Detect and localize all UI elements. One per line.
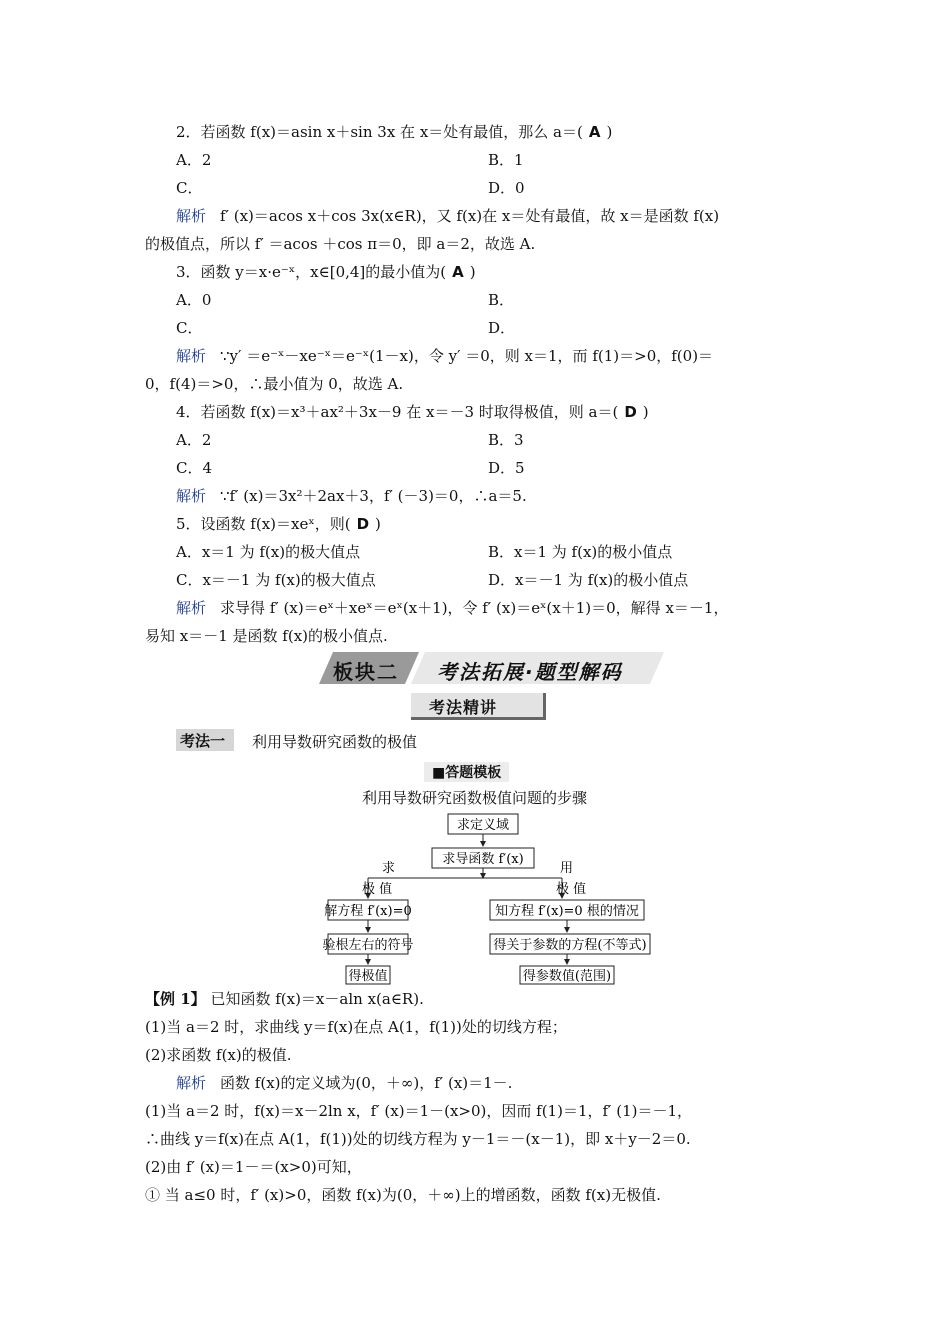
q2-stem: 2．若函数 f(x)＝asin x＋sin 3x 在 x＝处有最值，那么 a＝( A ): [176, 123, 613, 141]
q5-answer: D: [356, 515, 370, 533]
q5-option-d: D．x＝－1 为 f(x)的极小值点: [488, 571, 689, 589]
flow-right-branch: 用: [560, 861, 574, 876]
template-label: ■答题模板: [432, 765, 502, 781]
flow-right-step-2: 得关于参数的方程(不等式): [493, 938, 647, 953]
sub-banner: [411, 693, 546, 720]
banner-right-text: 考法拓展·题型解码: [437, 660, 623, 684]
kaofa-label: 考法一: [180, 732, 226, 750]
q2-option-c: C．: [176, 179, 203, 197]
q5-solution: 解析 求导得 f′ (x)＝eˣ＋xeˣ＝eˣ(x＋1)，令 f′ (x)＝eˣ(x＋1)＝0，解得 x＝－1，: [176, 599, 729, 617]
q3-stem: 3．函数 y＝x·e⁻ˣ，x∈[0,4]的最小值为( A ): [176, 263, 476, 281]
q4-option-a: A．2: [176, 431, 212, 449]
example-solution-1: (1)当 a＝2 时，f(x)＝x－2ln x，f′ (x)＝1－(x>0)，因而 f(1)＝1，f′ (1)＝－1，: [145, 1102, 693, 1120]
q4-solution: 解析 ∵f′ (x)＝3x²＋2ax＋3，f′ (－3)＝0，∴a＝5.: [176, 487, 527, 505]
flow-second-text: 求导函数 f′(x): [442, 852, 524, 867]
example-solution-0: 解析 函数 f(x)的定义域为(0，＋∞)，f′ (x)＝1－.: [176, 1074, 513, 1092]
q4-option-b: B．3: [488, 431, 524, 449]
template-label-box: [424, 762, 509, 782]
banner-left-text: 板块二: [333, 660, 399, 684]
jiexi-label: 解析: [176, 207, 207, 225]
flow-left-step-2: 验根左右的符号: [322, 938, 414, 953]
q3-option-a: A．0: [176, 291, 212, 309]
jiexi-label: 解析: [176, 487, 207, 505]
q5-option-c: C．x＝－1 为 f(x)的极大值点: [176, 571, 376, 589]
q3-option-b: B．: [488, 291, 515, 309]
example-solution-3: (2)由 f′ (x)＝1－＝(x>0)可知，: [145, 1158, 362, 1176]
q2-option-d: D．0: [488, 179, 525, 197]
q4-option-c: C．4: [176, 459, 213, 477]
section-banner: [319, 652, 664, 686]
kaofa-title: 利用导数研究函数的极值: [252, 733, 418, 751]
example-part1: (1)当 a＝2 时，求曲线 y＝f(x)在点 A(1，f(1))处的切线方程；: [145, 1018, 567, 1036]
flow-right-step-3: 得参数值(范围): [522, 969, 612, 984]
q2-option-b: B．1: [488, 151, 524, 169]
example-stem: 【例 1】 已知函数 f(x)＝x－aln x(a∈R).: [145, 990, 424, 1008]
kaofa-label-box: [176, 729, 234, 751]
q2-option-a: A．2: [176, 151, 212, 169]
example-solution-4: ① 当 a≤0 时，f′ (x)>0，函数 f(x)为(0，＋∞)上的增函数，函数 f(x)无极值.: [145, 1186, 661, 1204]
flowchart: [320, 810, 660, 985]
q3-option-c: C．: [176, 319, 203, 337]
q5-stem: 5．设函数 f(x)＝xeˣ，则( D ): [176, 515, 381, 533]
q3-option-d: D．: [488, 319, 516, 337]
flow-left-step-3: 得极值: [348, 969, 388, 984]
q2-solution: 解析 f′ (x)＝acos x＋cos 3x(x∈R)，又 f(x)在 x＝处有最值，故 x＝是函数 f(x): [176, 207, 720, 225]
jiexi-label: 解析: [176, 599, 207, 617]
jiexi-label: 解析: [176, 347, 207, 365]
q3-solution: 解析 ∵y′ ＝e⁻ˣ－xe⁻ˣ＝e⁻ˣ(1－x)，令 y′ ＝0，则 x＝1，而 f(1)＝>0，f(0)＝: [176, 347, 714, 365]
q3-answer: A: [452, 263, 464, 281]
q5-option-a: A．x＝1 为 f(x)的极大值点: [176, 543, 361, 561]
flow-right-sub: 极 值: [556, 882, 587, 897]
q2-answer: A: [588, 123, 601, 141]
example-label: 【例 1】: [145, 990, 206, 1008]
flow-left-step-1: 解方程 f′(x)=0: [324, 904, 412, 919]
q5-solution-cont: 易知 x＝－1 是函数 f(x)的极小值点.: [145, 627, 388, 645]
jiexi-label: 解析: [176, 1074, 207, 1092]
flow-left-branch: 求: [382, 861, 396, 876]
flow-right-step-1: 知方程 f′(x)=0 根的情况: [495, 904, 639, 919]
q3-solution-cont: 0，f(4)＝>0，∴最小值为 0，故选 A.: [145, 375, 404, 393]
q5-option-b: B．x＝1 为 f(x)的极小值点: [488, 543, 673, 561]
example-part2: (2)求函数 f(x)的极值.: [145, 1046, 292, 1064]
q4-stem: 4．若函数 f(x)＝x³＋ax²＋3x－9 在 x＝－3 时取得极值，则 a＝( D ): [176, 403, 649, 421]
example-solution-2: ∴曲线 y＝f(x)在点 A(1，f(1))处的切线方程为 y－1＝－(x－1)，即 x＋y－2＝0.: [145, 1130, 691, 1148]
q2-solution-cont: 的极值点，所以 f′ ＝acos ＋cos π＝0，即 a＝2，故选 A.: [145, 235, 536, 253]
flow-left-sub: 极 值: [362, 882, 393, 897]
q4-option-d: D．5: [488, 459, 525, 477]
q4-answer: D: [624, 403, 637, 421]
sub-banner-text: 考法精讲: [429, 698, 498, 717]
flow-title: 利用导数研究函数极值问题的步骤: [362, 789, 588, 807]
flow-top-text: 求定义域: [456, 818, 510, 833]
